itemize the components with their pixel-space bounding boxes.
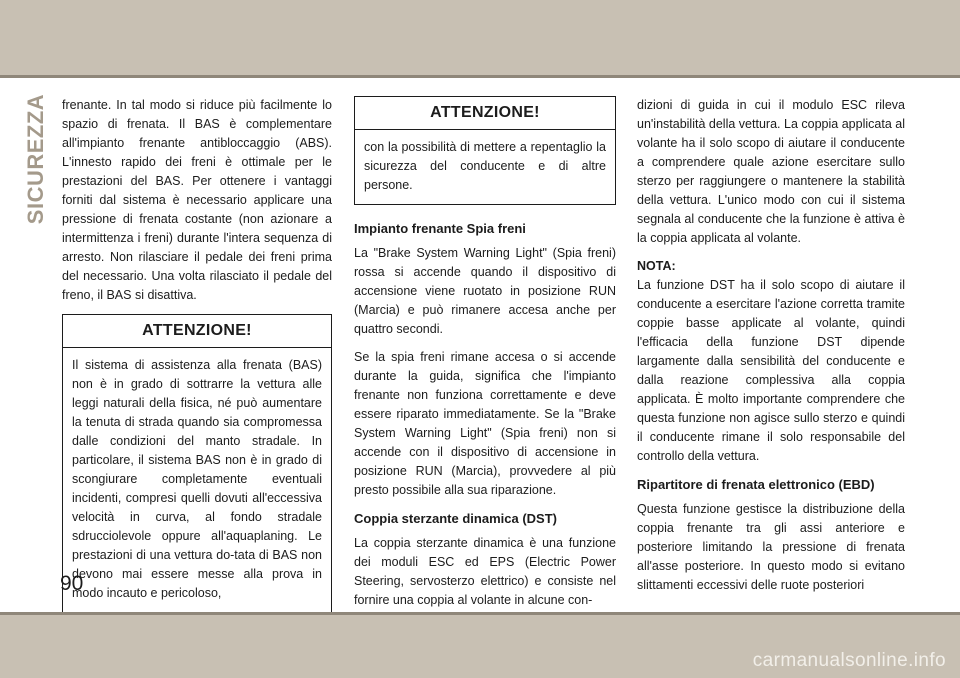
paragraph: Se la spia freni rimane accesa o si accende durante la guida, significa che l'impianto frenante non funziona correttamente e deve essere riparato immediatamente. Se la "Brake System Warning Light" (Spia freni) non si accende con il dispositivo di accensione in posizione RUN (Marcia), provvedere al più presto possibile alla sua riparazione.: [354, 350, 616, 497]
section-tab-label: SICUREZZA: [23, 93, 49, 225]
warning-text: con la possibilità di mettere a repentaglio la sicurezza del conducente e di altre persone.: [364, 140, 606, 192]
paragraph: La coppia sterzante dinamica è una funzione dei moduli ESC ed EPS (Electric Power Steering, servosterzo elettrico) e consiste nel fornire una coppia al volante in alcune con-: [354, 536, 616, 607]
header-band-line: [0, 75, 960, 78]
column1-intro-paragraph: frenante. In tal modo si riduce più facilmente lo spazio di frenata. Il BAS è complementare all'impianto frenante antibloccaggio (ABS). L'innesto rapido dei freni è ottimale per le prestazioni del BAS. Per ottenere i vantaggi forniti dal sistema è necessario applicare una pressione di frenata costante (non azionare a intermittenza i freni) durante l'intera sequenza di arresto. Non rilasciare il pedale dei freni prima del necessario. Una volta rilasciato il pedale del freno, il BAS si disattiva.: [62, 98, 332, 302]
paragraph: dizioni di guida in cui il modulo ESC rileva un'instabilità della vettura. La coppia applicata al volante ha il solo scopo di aiutare il conducente a comprendere quale azione esercitare sullo sterzo per raggiungere o mantenere la stabilità della vettura. L'unico modo con cui il sistema segnala al conducente che la funzione è attiva è la coppia applicata al volante.: [637, 98, 905, 245]
page-number: 90: [60, 572, 84, 595]
header-band: [0, 0, 960, 78]
warning-text: Il sistema di assistenza alla frenata (BAS) non è in grado di sottrarre la vettura alle leggi naturali della fisica, né può aumentare la tenuta di strada quando sia compromessa dalle condizioni del manto stradale. In particolare, il sistema BAS non è in grado di scongiurare completamente eventuali incidenti, compresi quelli dovuti all'eccessiva velocità in curva, al fondo stradale sdrucciolevole oppure all'aquaplaning. Le prestazioni di una vettura do-tata di BAS non devono mai essere messe alla prova in modo incauto e pericoloso,: [72, 358, 322, 600]
note-text: La funzione DST ha il solo scopo di aiutare il conducente a esercitare l'azione corretta tramite coppie basse applicate al volante, quindi l'efficacia della funzione DST dipende largamente dalla sensibilità del conducente e dalla reazione complessiva alla coppia applicata. È molto importante comprendere che questa funzione non agisce sullo sterzo e quindi il conducente rimane il solo responsabile del controllo della vettura.: [637, 278, 905, 463]
note-label: NOTA:: [637, 259, 676, 273]
footer-band-line: [0, 612, 960, 615]
column-1: [62, 96, 332, 627]
column-2: [354, 96, 616, 619]
warning-title: ATTENZIONE!: [355, 97, 615, 130]
section-heading-brake-light: Impianto frenante Spia freni: [354, 221, 526, 236]
warning-box-bas: [62, 314, 332, 613]
section-heading-ebd: Ripartitore di frenata elettronico (EBD): [637, 477, 875, 492]
paragraph: Questa funzione gestisce la distribuzione della coppia frenante tra gli assi anteriore e posteriore limitando la pressione di frenata all'asse posteriore. In questo modo si evitano slittamenti eccessivi delle ruote posteriori: [637, 502, 905, 592]
watermark-text: carmanualsonline.info: [752, 650, 946, 671]
section-heading-dst: Coppia sterzante dinamica (DST): [354, 511, 557, 526]
warning-title: ATTENZIONE!: [63, 315, 331, 348]
warning-box-continued: [354, 96, 616, 205]
paragraph: La "Brake System Warning Light" (Spia freni) rossa si accende quando il dispositivo di accensione viene ruotato in posizione RUN (Marcia) e può rimanere accesa anche per quattro secondi.: [354, 246, 616, 336]
column-3: [637, 96, 905, 604]
section-tab: [18, 93, 54, 225]
